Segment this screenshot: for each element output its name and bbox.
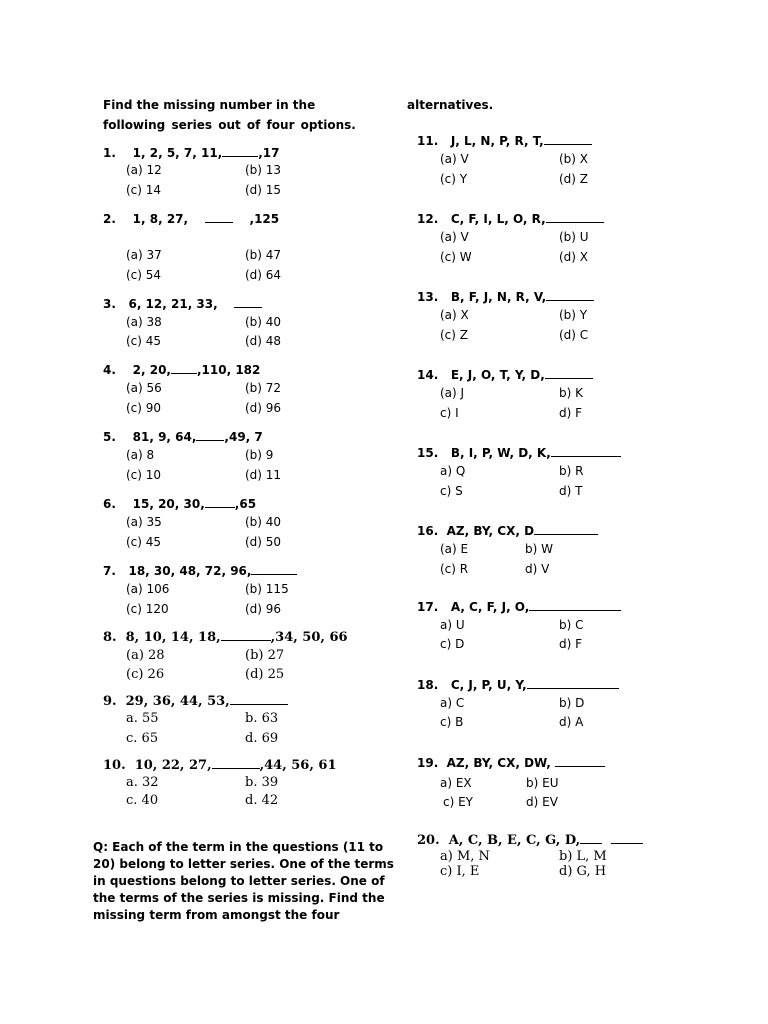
question-15	[417, 445, 621, 460]
question-3	[103, 296, 262, 311]
answer-blank	[222, 145, 258, 157]
option-b: b) W	[525, 542, 553, 556]
question-number: 13.	[417, 290, 439, 304]
question-number: 8.	[103, 630, 117, 645]
question-series-tail: ,125	[249, 212, 280, 226]
question-series: 6, 12, 21, 33,	[128, 297, 218, 311]
option-c: (c) 10	[126, 468, 162, 482]
answer-blank	[205, 211, 233, 223]
option-b: (b) 13	[245, 163, 282, 177]
option-b: (b) 40	[245, 315, 282, 329]
option-d: d. 42	[245, 793, 279, 808]
question-number: 7.	[103, 564, 116, 578]
option-c: (c) Z	[440, 328, 468, 342]
answer-blank	[230, 693, 288, 705]
question-20	[417, 832, 643, 848]
question-series: A, C, B, E, C, G, D,	[448, 833, 581, 848]
question-11	[417, 133, 592, 148]
option-d: (d) C	[559, 328, 589, 342]
question-number: 20.	[417, 833, 440, 848]
option-b: b) R	[559, 464, 584, 478]
question-number: 1.	[103, 146, 116, 160]
question-series: 1, 2, 5, 7, 11,	[132, 146, 223, 160]
question-series: 18, 30, 48, 72, 96,	[128, 564, 252, 578]
question-series: C, J, P, U, Y,	[450, 678, 527, 692]
option-b: b) K	[559, 386, 583, 400]
option-a: a) U	[440, 618, 465, 632]
question-14	[417, 367, 593, 382]
question-2	[103, 211, 279, 226]
question-series-tail: ,17	[258, 146, 280, 160]
option-c: (c) 120	[126, 602, 169, 616]
option-d: (d) 48	[245, 334, 282, 348]
question-series: 81, 9, 64,	[132, 430, 197, 444]
option-a: (a) 28	[126, 648, 165, 663]
option-d: (d) Z	[559, 172, 589, 186]
question-number: 18.	[417, 678, 439, 692]
question-number: 17.	[417, 600, 439, 614]
question-16	[417, 523, 598, 538]
option-a: a. 55	[126, 711, 159, 726]
answer-blank	[251, 563, 297, 575]
answer-blank	[205, 496, 235, 508]
option-c: (c) W	[440, 250, 472, 264]
left-intro-line-1: Find the missing number in the	[103, 98, 316, 112]
option-d: d) G, H	[559, 864, 607, 879]
option-d: (d) 96	[245, 602, 282, 616]
answer-blank	[534, 523, 598, 535]
option-c: c) EY	[443, 795, 474, 809]
answer-blank-2	[611, 832, 643, 844]
option-d: d) F	[559, 637, 583, 651]
option-b: b. 63	[245, 711, 279, 726]
question-6	[103, 496, 256, 511]
option-d: (d) 64	[245, 268, 282, 282]
option-c: c) I	[440, 406, 459, 420]
option-b: (b) 9	[245, 448, 274, 462]
option-b: b) D	[559, 696, 585, 710]
answer-blank	[171, 362, 197, 374]
option-c: (c) 14	[126, 183, 162, 197]
question-1	[103, 145, 280, 160]
question-series-tail: ,44, 56, 61	[259, 758, 337, 773]
option-a: a) C	[440, 696, 465, 710]
question-number: 3.	[103, 297, 116, 311]
option-d: d) F	[559, 406, 583, 420]
question-number: 11.	[417, 134, 439, 148]
option-a: (a) 38	[126, 315, 162, 329]
option-a: (a) 56	[126, 381, 162, 395]
answer-blank	[527, 677, 619, 689]
option-a: (a) J	[440, 386, 465, 400]
option-c: c. 65	[126, 731, 159, 746]
question-series: AZ, BY, CX, DW,	[446, 756, 551, 770]
option-d: (d) 96	[245, 401, 282, 415]
option-d: d) EV	[526, 795, 558, 809]
letter-series-note-line-4: the terms of the series is missing. Find the	[93, 891, 385, 905]
question-series-tail: ,34, 50, 66	[270, 630, 348, 645]
option-c: c) S	[440, 484, 463, 498]
option-b: (b) 72	[245, 381, 282, 395]
question-series: E, J, O, T, Y, D,	[450, 368, 545, 382]
answer-blank	[544, 133, 592, 145]
question-number: 4.	[103, 363, 116, 377]
question-number: 15.	[417, 446, 439, 460]
question-series: 29, 36, 44, 53,	[125, 694, 230, 709]
answer-blank	[221, 629, 271, 641]
question-10	[103, 757, 337, 773]
option-b: b) EU	[526, 776, 559, 790]
letter-series-note-line-2: 20) belong to letter series. One of the terms	[93, 857, 394, 871]
option-b: (b) 115	[245, 582, 289, 596]
option-a: (a) V	[440, 152, 469, 166]
option-c: c) B	[440, 715, 464, 729]
right-intro: alternatives.	[407, 98, 494, 112]
option-b: b. 39	[245, 775, 279, 790]
option-b: b) C	[559, 618, 584, 632]
option-a: (a) 37	[126, 248, 162, 262]
question-number: 12.	[417, 212, 439, 226]
question-9	[103, 693, 288, 709]
question-series: 8, 10, 14, 18,	[125, 630, 221, 645]
letter-series-note-line-1: Q: Each of the term in the questions (11 to	[93, 840, 384, 854]
option-a: (a) V	[440, 230, 469, 244]
option-b: (b) 47	[245, 248, 282, 262]
option-c: (c) 90	[126, 401, 162, 415]
answer-blank	[546, 211, 604, 223]
option-b: (b) 27	[245, 648, 285, 663]
option-a: a. 32	[126, 775, 159, 790]
question-4	[103, 362, 260, 377]
question-series: B, F, J, N, R, V,	[450, 290, 547, 304]
option-c: (c) 26	[126, 667, 165, 682]
option-d: d) T	[559, 484, 583, 498]
question-series-tail: ,49, 7	[224, 430, 263, 444]
answer-blank	[234, 296, 262, 308]
option-b: (b) U	[559, 230, 589, 244]
question-number: 2.	[103, 212, 116, 226]
option-c: (c) 45	[126, 334, 162, 348]
question-19	[417, 755, 605, 770]
option-d: (d) X	[559, 250, 589, 264]
option-a: (a) X	[440, 308, 469, 322]
option-c: (c) Y	[440, 172, 468, 186]
question-number: 14.	[417, 368, 439, 382]
question-number: 16.	[417, 524, 439, 538]
option-a: (a) 12	[126, 163, 162, 177]
option-d: (d) 50	[245, 535, 282, 549]
question-series-tail: ,65	[234, 497, 257, 511]
option-b: (b) 40	[245, 515, 282, 529]
question-series: 10, 22, 27,	[134, 758, 212, 773]
option-c: c) D	[440, 637, 465, 651]
question-number: 5.	[103, 430, 116, 444]
left-intro-line-2: following series out of four options.	[103, 118, 356, 132]
option-a: (a) E	[440, 542, 469, 556]
option-c: (c) R	[440, 562, 469, 576]
answer-blank	[212, 757, 260, 769]
question-18	[417, 677, 619, 692]
question-7	[103, 563, 297, 578]
option-c: (c) 45	[126, 535, 162, 549]
option-d: d) A	[559, 715, 584, 729]
answer-blank	[551, 445, 621, 457]
letter-series-note-line-3: in questions belong to letter series. One of	[93, 874, 385, 888]
answer-blank	[545, 367, 593, 379]
question-8	[103, 629, 348, 645]
question-number: 6.	[103, 497, 116, 511]
option-a: (a) 35	[126, 515, 162, 529]
option-d: (d) 25	[245, 667, 285, 682]
answer-blank	[196, 429, 224, 441]
option-d: d. 69	[245, 731, 279, 746]
answer-blank	[555, 755, 605, 767]
option-b: b) L, M	[559, 849, 607, 864]
option-a: (a) 106	[126, 582, 170, 596]
question-13	[417, 289, 594, 304]
answer-blank	[529, 599, 621, 611]
question-17	[417, 599, 621, 614]
question-number: 9.	[103, 694, 117, 709]
question-series: 15, 20, 30,	[132, 497, 205, 511]
question-number: 10.	[103, 758, 126, 773]
option-a: a) EX	[440, 776, 472, 790]
option-b: (b) X	[559, 152, 589, 166]
option-c: c. 40	[126, 793, 159, 808]
option-d: (d) 11	[245, 468, 282, 482]
letter-series-note-line-5: missing term from amongst the four	[93, 908, 340, 922]
question-number: 19.	[417, 756, 439, 770]
question-series: J, L, N, P, R, T,	[450, 134, 544, 148]
answer-blank	[546, 289, 594, 301]
question-series: 1, 8, 27,	[132, 212, 189, 226]
option-b: (b) Y	[559, 308, 588, 322]
question-series: 2, 20,	[132, 363, 171, 377]
option-d: (d) 15	[245, 183, 282, 197]
question-series-tail: ,110, 182	[196, 363, 261, 377]
question-series: A, C, F, J, O,	[450, 600, 530, 614]
option-a: a) M, N	[440, 849, 490, 864]
question-series: AZ, BY, CX, D	[446, 524, 535, 538]
question-series: B, I, P, W, D, K,	[450, 446, 551, 460]
option-a: (a) 8	[126, 448, 155, 462]
option-d: d) V	[525, 562, 550, 576]
question-5	[103, 429, 263, 444]
option-c: (c) 54	[126, 268, 162, 282]
option-c: c) I, E	[440, 864, 480, 879]
question-series: C, F, I, L, O, R,	[450, 212, 546, 226]
question-12	[417, 211, 604, 226]
option-a: a) Q	[440, 464, 466, 478]
answer-blank	[580, 832, 602, 844]
